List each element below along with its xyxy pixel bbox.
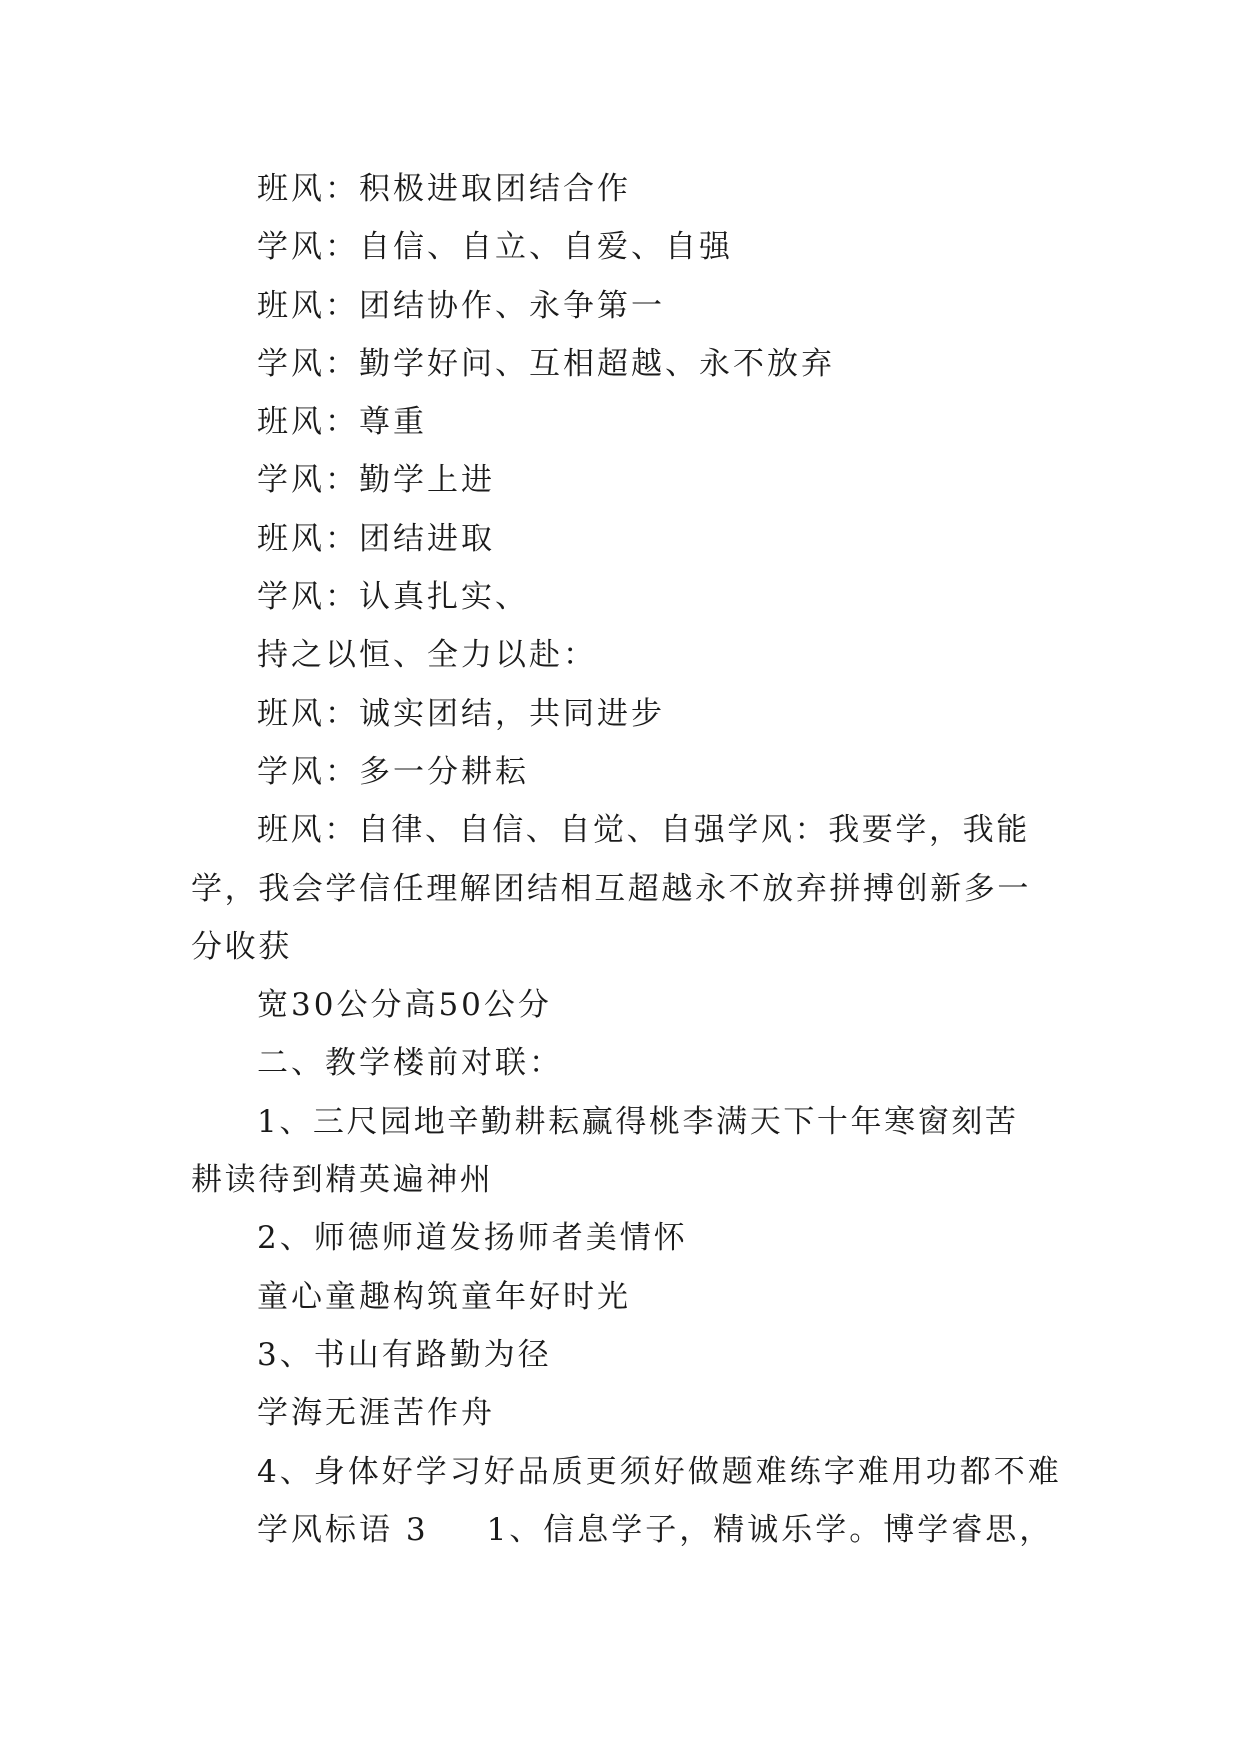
- paragraph: 学风：勤学上进: [257, 462, 495, 499]
- paragraph: 班风：团结协作、永争第一: [257, 287, 665, 324]
- paragraph: 班风：诚实团结，共同进步: [257, 695, 665, 732]
- paragraph: [191, 1501, 1054, 1559]
- paragraph: 学海无涯苦作舟: [257, 1395, 495, 1432]
- paragraph-text: 1、信息学子，精诚乐学。博学睿思，: [486, 1511, 1054, 1548]
- paragraph: 班风：尊重: [257, 404, 427, 441]
- paragraph: 班风：自律、自信、自觉、自强学风：我要学，我能学，我会学信任理解团结相互超越永不放弃拼搏创新多一分收获: [191, 812, 1031, 965]
- paragraph: 3、书山有路勤为径: [257, 1336, 552, 1373]
- paragraph: 4、身体好学习好品质更须好做题难练字难用功都不难: [257, 1453, 1062, 1490]
- paragraph: 持之以恒、全力以赴：: [257, 637, 597, 674]
- paragraph: 班风：积极进取团结合作: [257, 171, 631, 207]
- paragraph: 学风：多一分耕耘: [257, 753, 529, 790]
- paragraph: 学风：自信、自立、自爱、自强: [257, 229, 733, 266]
- section-heading: 二、教学楼前对联：: [257, 1045, 563, 1082]
- paragraph: 童心童趣构筑童年好时光: [257, 1278, 631, 1315]
- paragraph: 学风：勤学好问、互相超越、永不放弃: [257, 345, 835, 382]
- paragraph: 班风：团结进取: [257, 520, 495, 557]
- paragraph: 2、师德师道发扬师者美情怀: [257, 1220, 688, 1257]
- paragraph: 1、三尺园地辛勤耕耘赢得桃李满天下十年寒窗刻苦耕读待到精英遍神州: [191, 1103, 1019, 1199]
- section-label: 学风标语 3: [257, 1511, 429, 1548]
- paragraph: 宽30公分高50公分: [257, 987, 552, 1024]
- paragraph: 学风：认真扎实、: [257, 579, 529, 616]
- document-body: [191, 160, 1062, 1559]
